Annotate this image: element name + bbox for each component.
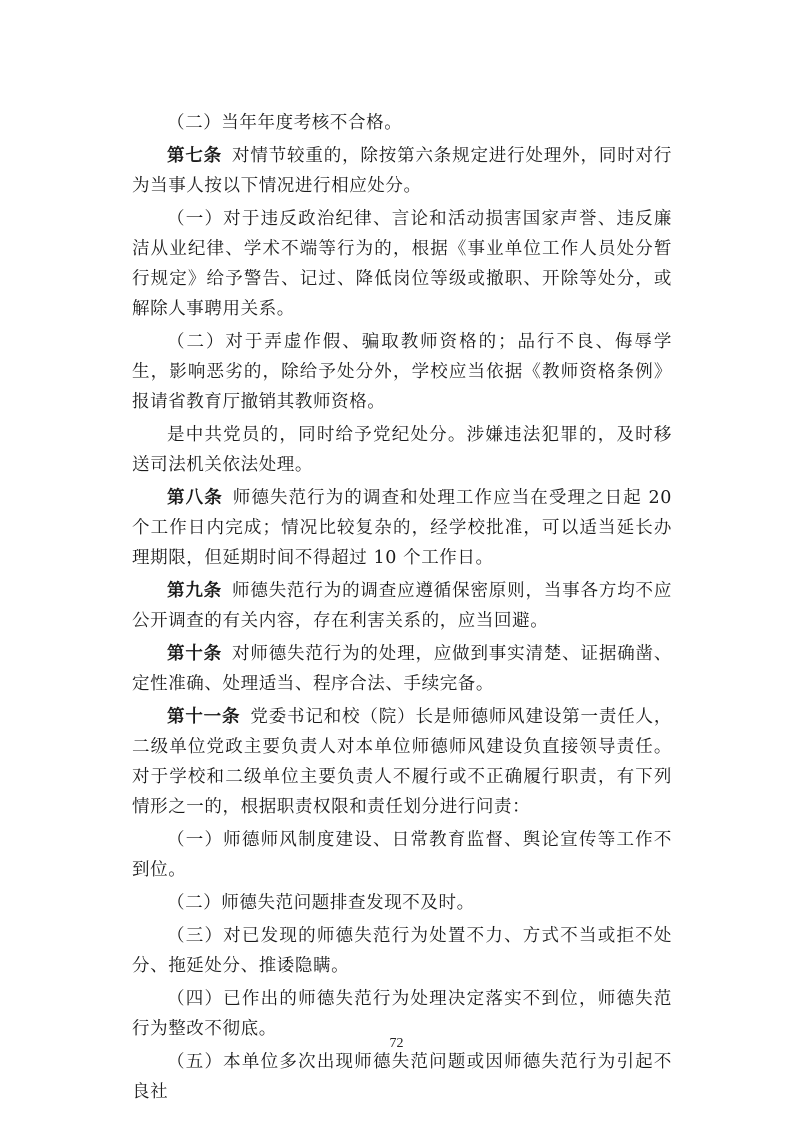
paragraph-text: （三）对已发现的师德失范行为处置不力、方式不当或拒不处分、拖延处分、推诿隐瞒。	[132, 926, 672, 976]
paragraph-text: 对情节较重的，除按第六条规定进行处理外，同时对行为当事人按以下情况进行相应处分。	[132, 146, 672, 196]
paragraph	[132, 327, 672, 417]
document-body	[132, 108, 672, 1110]
paragraph	[132, 825, 672, 885]
paragraph	[132, 702, 672, 822]
paragraph	[132, 1047, 672, 1107]
paragraph	[132, 204, 672, 324]
article-number: 第十条	[167, 644, 223, 664]
article-number: 第八条	[167, 488, 223, 508]
paragraph	[132, 141, 672, 201]
paragraph	[132, 108, 672, 138]
paragraph-text: （二）当年年度考核不合格。	[167, 113, 403, 133]
paragraph	[132, 639, 672, 699]
page-number: 72	[389, 1036, 404, 1051]
paragraph-text: 师德失范行为的调查应遵循保密原则，当事各方均不应公开调查的有关内容，存在利害关系的，应当回避。	[132, 581, 672, 631]
article-number: 第十一条	[167, 707, 241, 727]
paragraph	[132, 420, 672, 480]
paragraph-text: （四）已作出的师德失范行为处理决定落实不到位，师德失范行为整改不彻底。	[132, 989, 672, 1039]
paragraph	[132, 576, 672, 636]
paragraph-text: 是中共党员的，同时给予党纪处分。涉嫌违法犯罪的，及时移送司法机关依法处理。	[132, 425, 672, 475]
article-number: 第九条	[167, 581, 223, 601]
paragraph	[132, 483, 672, 573]
paragraph-text: 对师德失范行为的处理，应做到事实清楚、证据确凿、定性准确、处理适当、程序合法、手续完备。	[132, 644, 672, 694]
paragraph-text: （一）师德师风制度建设、日常教育监督、舆论宣传等工作不到位。	[132, 830, 672, 880]
paragraph-text: （二）对于弄虚作假、骗取教师资格的；品行不良、侮辱学生，影响恶劣的，除给予处分外，学校应当依据《教师资格条例》报请省教育厅撤销其教师资格。	[132, 332, 672, 412]
paragraph	[132, 888, 672, 918]
paragraph	[132, 921, 672, 981]
paragraph-text: （五）本单位多次出现师德失范问题或因师德失范行为引起不良社	[132, 1052, 672, 1102]
paragraph-text: （二）师德失范问题排查发现不及时。	[167, 893, 475, 913]
paragraph-text: 党委书记和校（院）长是师德师风建设第一责任人，二级单位党政主要负责人对本单位师德师风建设负直接领导责任。对于学校和二级单位主要负责人不履行或不正确履行职责，有下列情形之一的，根据职责权限和责任划分进行问责：	[132, 707, 672, 817]
paragraph-text: （一）对于违反政治纪律、言论和活动损害国家声誉、违反廉洁从业纪律、学术不端等行为的，根据《事业单位工作人员处分暂行规定》给予警告、记过、降低岗位等级或撤职、开除等处分，或解除人事聘用关系。	[132, 209, 672, 319]
paragraph-text: 师德失范行为的调查和处理工作应当在受理之日起 20 个工作日内完成；情况比较复杂的，经学校批准，可以适当延长办理期限，但延期时间不得超过 10 个工作日。	[132, 488, 672, 568]
article-number: 第七条	[167, 146, 223, 166]
paragraph	[132, 984, 672, 1044]
